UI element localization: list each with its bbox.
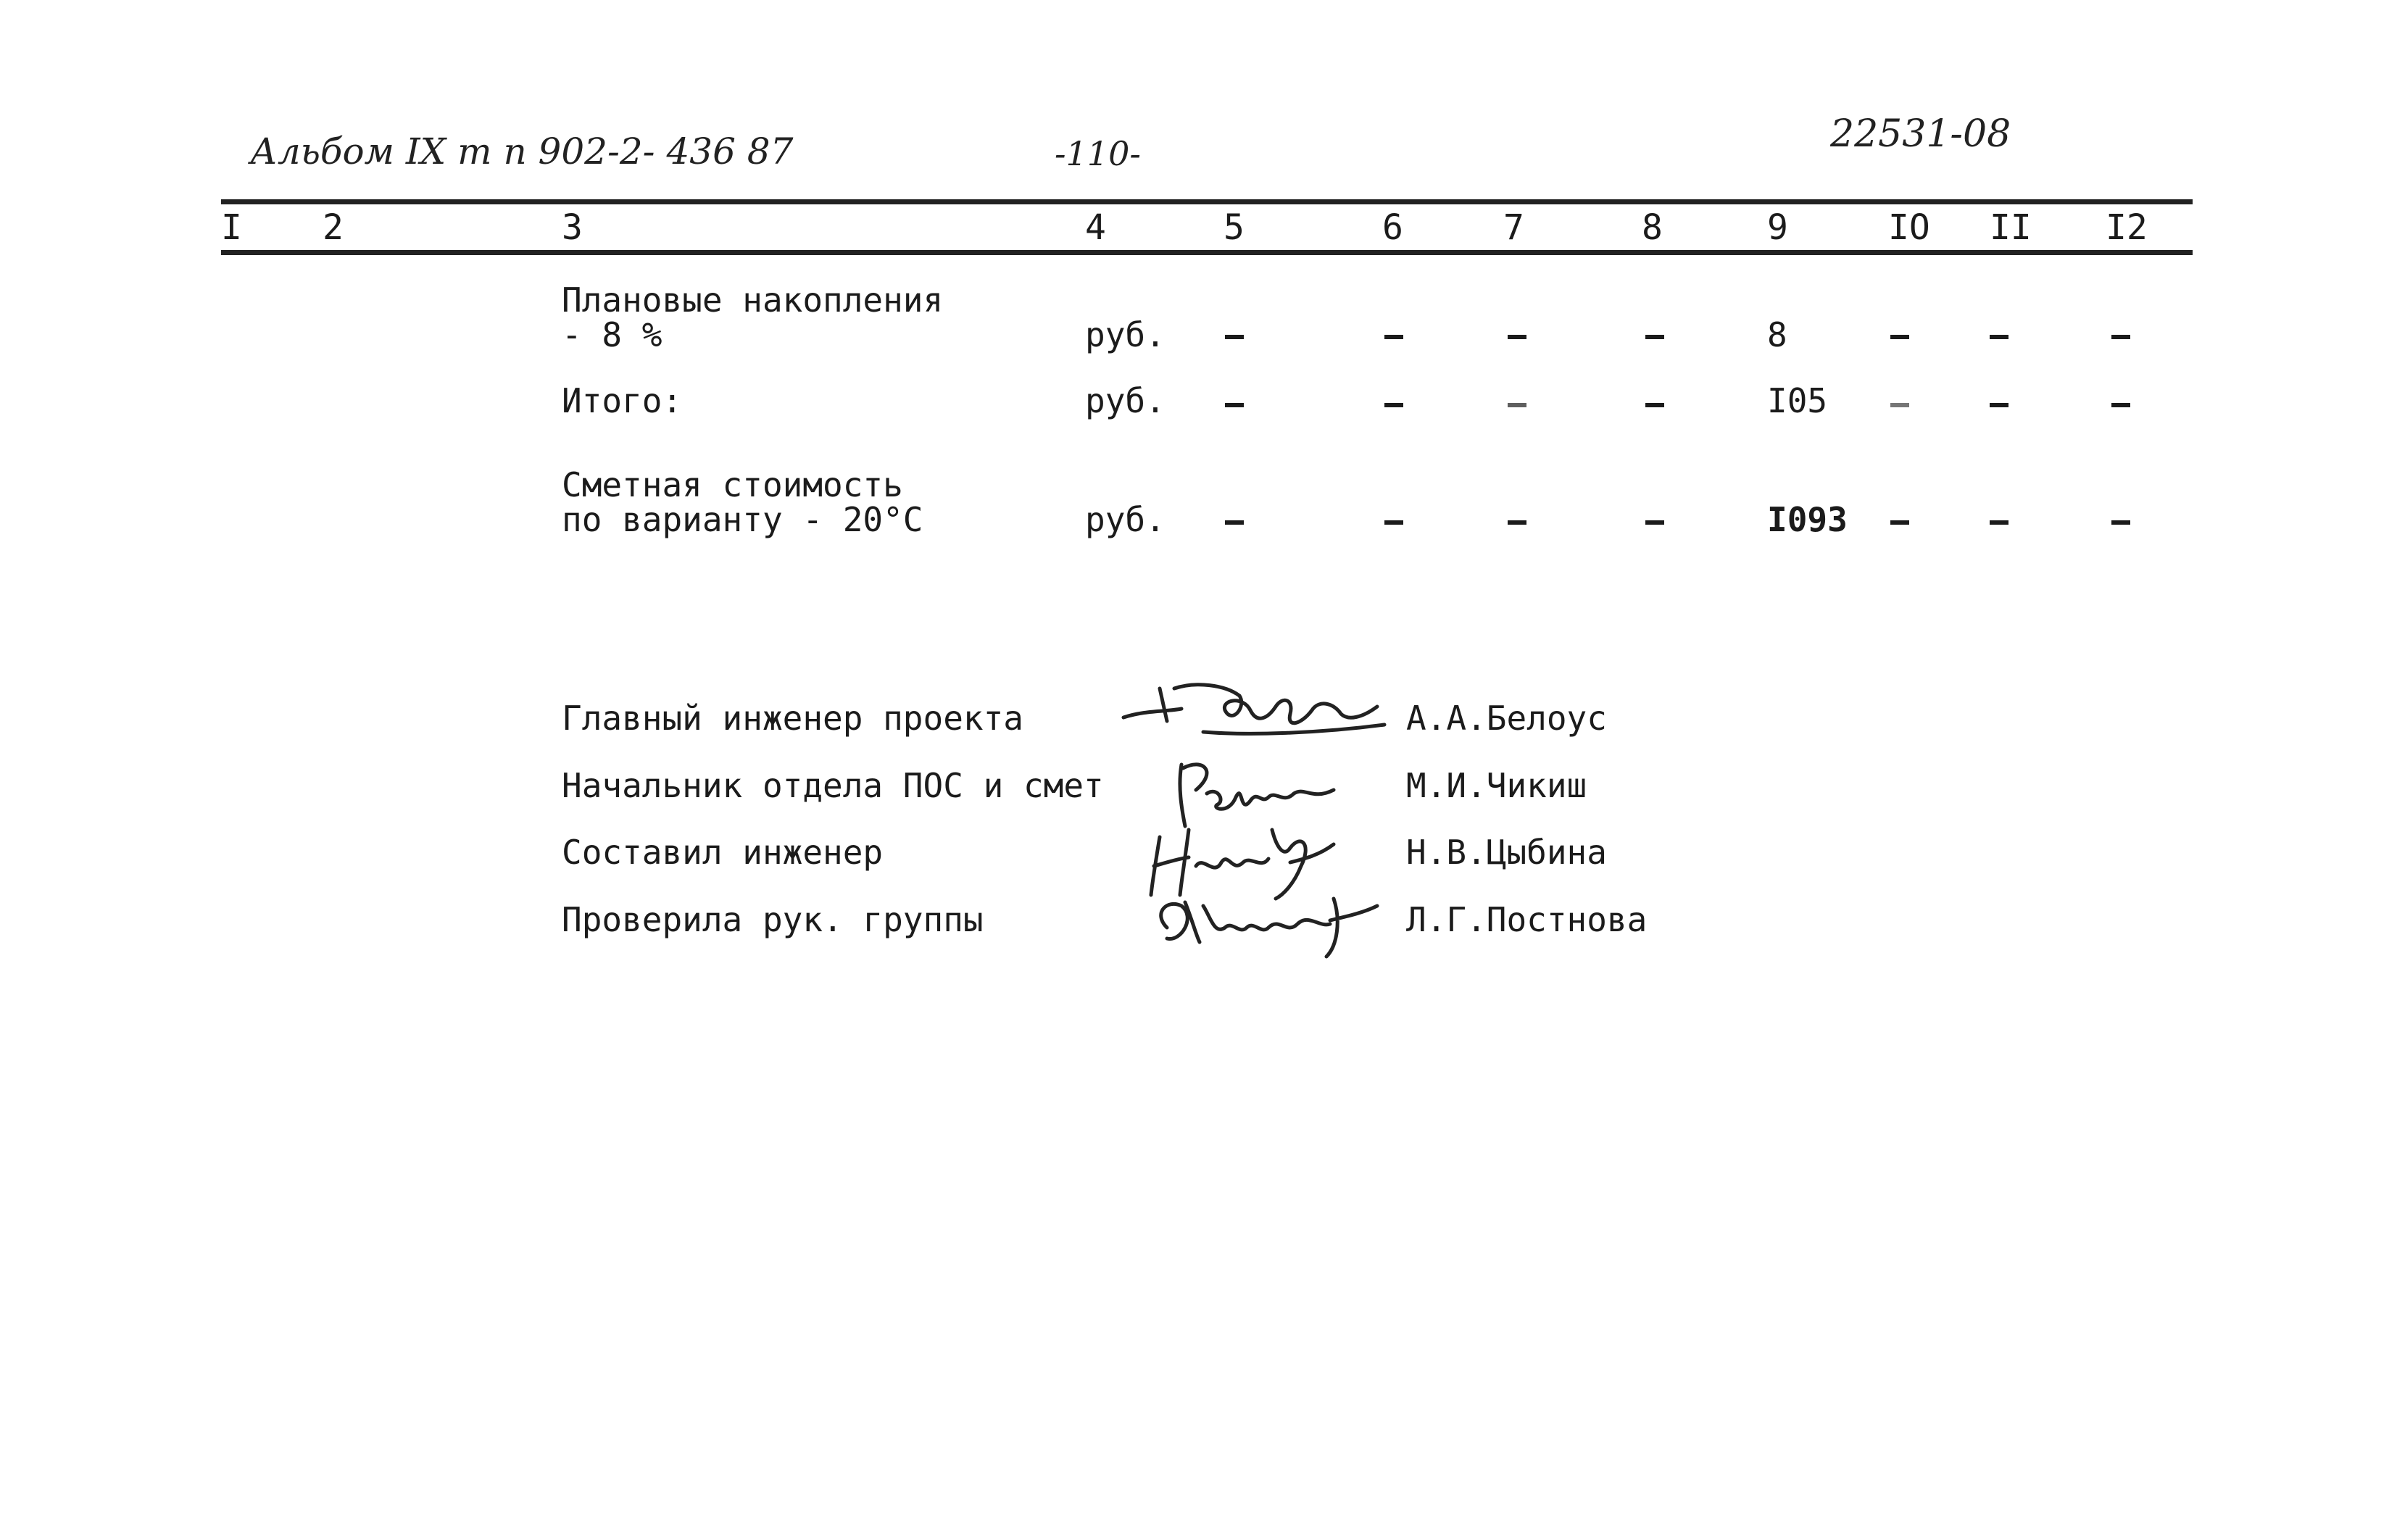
column-number: I bbox=[221, 207, 242, 248]
column-number: 5 bbox=[1224, 207, 1245, 248]
dash-mark bbox=[1990, 520, 2008, 525]
dash-mark bbox=[2111, 335, 2130, 339]
dash-mark bbox=[2111, 403, 2130, 407]
column-number: 9 bbox=[1767, 207, 1788, 248]
value-col9: I093 bbox=[1767, 500, 1848, 539]
dash-mark bbox=[1225, 403, 1244, 407]
handwritten-signature-1 bbox=[1116, 667, 1392, 746]
dash-mark bbox=[1990, 403, 2008, 407]
value-col9: I05 bbox=[1767, 381, 1828, 420]
signature-name: Л.Г.Постнова bbox=[1406, 900, 1648, 939]
dash-mark bbox=[1225, 520, 1244, 525]
column-number: IO bbox=[1888, 207, 1930, 248]
column-number: 3 bbox=[562, 207, 583, 248]
signature-position: Проверила рук. группы bbox=[562, 900, 984, 939]
row-label-sub: по варианту - 20°С bbox=[562, 500, 923, 539]
dash-mark bbox=[1384, 520, 1403, 525]
value-col9: 8 bbox=[1767, 315, 1787, 354]
album-reference: Альбом IX т п 902-2- 436 87 bbox=[250, 130, 794, 172]
document-number: 22531-08 bbox=[1830, 112, 2011, 156]
unit-label: руб. bbox=[1085, 381, 1166, 420]
column-number: 4 bbox=[1085, 207, 1106, 248]
row-label: Сметная стоимость bbox=[562, 465, 903, 504]
dash-mark bbox=[1645, 520, 1664, 525]
column-number: 6 bbox=[1382, 207, 1403, 248]
signature-position: Начальник отдела ПОС и смет bbox=[562, 766, 1104, 805]
dash-mark bbox=[1990, 335, 2008, 339]
dash-mark bbox=[1508, 520, 1526, 525]
header-bottom-rule bbox=[221, 250, 2193, 255]
column-number: 8 bbox=[1642, 207, 1663, 248]
signature-name: А.А.Белоус bbox=[1406, 699, 1607, 738]
page-number: -110- bbox=[1055, 134, 1141, 173]
row-label-sub: - 8 % bbox=[562, 315, 662, 354]
dash-mark bbox=[1890, 335, 1909, 339]
unit-label: руб. bbox=[1085, 500, 1166, 539]
column-number: 7 bbox=[1503, 207, 1524, 248]
dash-mark bbox=[1384, 403, 1403, 407]
dash-mark bbox=[1890, 403, 1909, 407]
dash-mark bbox=[1645, 403, 1664, 407]
dash-mark bbox=[1225, 335, 1244, 339]
column-number: II bbox=[1990, 207, 2032, 248]
dash-mark bbox=[1384, 335, 1403, 339]
dash-mark bbox=[1508, 335, 1526, 339]
header-top-rule bbox=[221, 199, 2193, 204]
dash-mark bbox=[1508, 403, 1526, 407]
row-label: Итого: bbox=[562, 381, 683, 420]
signature-position: Составил инженер bbox=[562, 833, 884, 872]
unit-label: руб. bbox=[1085, 315, 1166, 354]
signature-name: М.И.Чикиш bbox=[1406, 766, 1587, 805]
signature-name: Н.В.Цыбина bbox=[1406, 833, 1607, 872]
dash-mark bbox=[1645, 335, 1664, 339]
dash-mark bbox=[1890, 520, 1909, 525]
dash-mark bbox=[2111, 520, 2130, 525]
handwritten-signature-4 bbox=[1145, 884, 1384, 964]
signature-position: Главный инженер проекта bbox=[562, 699, 1023, 738]
column-number: I2 bbox=[2106, 207, 2148, 248]
row-label: Плановые накопления bbox=[562, 280, 944, 320]
column-number: 2 bbox=[323, 207, 344, 248]
